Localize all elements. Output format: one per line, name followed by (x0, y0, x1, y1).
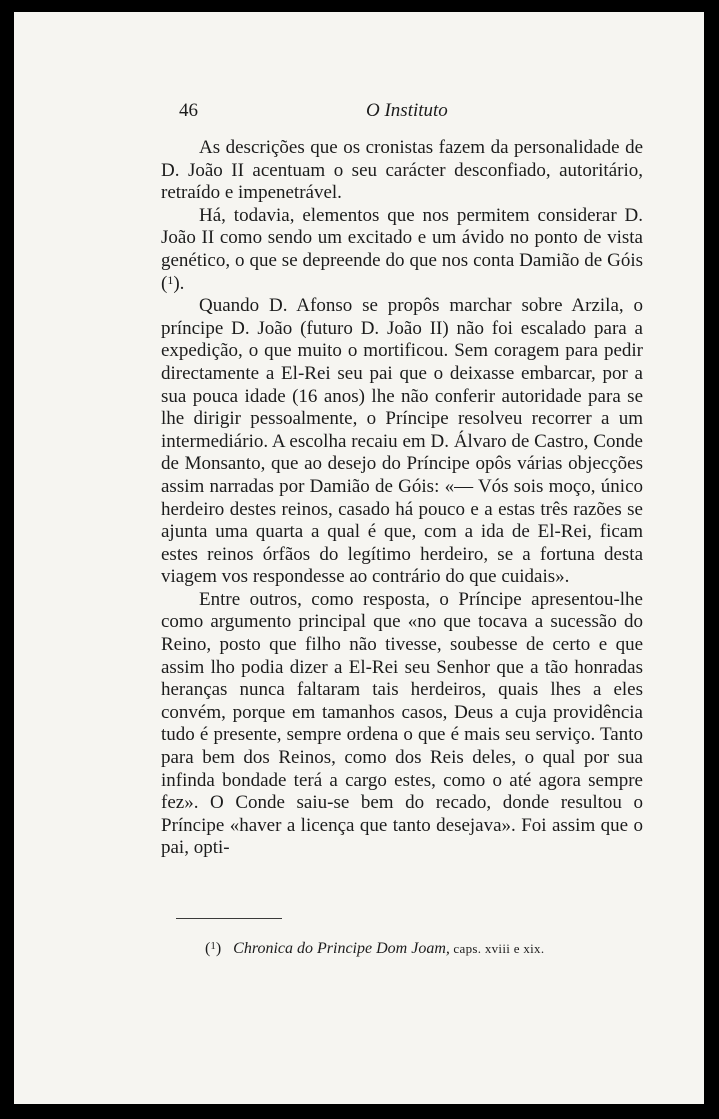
paragraph-4: Entre outros, como resposta, o Príncipe apresentou-lhe como argumento principal que «no que tocava a sucessão do Reino, posto que filho não tivesse, soubesse de certo e que assim lho podia dizer a El-Rei seu Senhor que a tão honradas heranças nunca faltaram tais herdeiros, quais lhes a eles convém, porque em tamanhos casos, Deus a cuja providência tudo é presente, sempre ordena o que é mais seu serviço. Tanto para bem dos Reinos, como dos Reis deles, o qual por sua infinda bondade terá a cargo estes, como o até agora sempre fez». O Conde saiu-se bem do recado, donde resultou o Príncipe «haver a licença que tanto desejava». Foi assim que o pai, opti- (161, 588, 643, 859)
footnote-marker-open: ( (205, 940, 211, 957)
paragraph-2-text: Há, todavia, elementos que nos permitem considerar D. João II como sendo um excitado e um ávido no ponto de vista genético, o que se depreende do que nos conta Damião de Góis ( (161, 204, 643, 294)
footnote-citation: caps. xviii e xix. (449, 941, 545, 956)
footnote-divider (176, 918, 282, 919)
body-text (161, 137, 643, 860)
paragraph-1: As descrições que os cronistas fazem da personalidade de D. João II acentuam o seu carácter desconfiado, autoritário, retraído e impenetrável. (161, 137, 643, 204)
page-header (161, 100, 643, 124)
book-page (14, 12, 704, 1104)
footnote-marker-close: ) (215, 940, 222, 957)
paragraph-2-end: ). (173, 272, 185, 294)
footnote-marker (205, 940, 221, 957)
footnote-title: Chronica do Principe Dom Joam, (233, 940, 450, 957)
page-number: 46 (179, 100, 198, 121)
footnote (205, 940, 645, 958)
running-title: O Instituto (366, 100, 448, 121)
paragraph-2 (161, 205, 643, 295)
footnote-reference: 1 (167, 272, 174, 287)
footnote-marker-number: 1 (210, 940, 216, 952)
paragraph-3: Quando D. Afonso se propôs marchar sobre Arzila, o príncipe D. João (futuro D. João II) não foi escalado para a expedição, o que muito o mortificou. Sem coragem para pedir directamente a El-Rei seu pai que o deixasse embarcar, por a sua pouca idade (16 anos) lhe não conferir autoridade para se lhe dirigir pessoalmente, o Príncipe resolveu recorrer a um intermediário. A escolha recaiu em D. Álvaro de Castro, Conde de Monsanto, que ao desejo do Príncipe opôs várias objecções assim narradas por Damião de Góis: «— Vós sois moço, único herdeiro destes reinos, casado há pouco e a estas três razões se ajunta uma quarta a qual é que, com a ida de El-Rei, ficam estes reinos órfãos do legítimo herdeiro, se a fortuna desta viagem vos respondesse ao contrário do que cuidais». (161, 295, 643, 588)
